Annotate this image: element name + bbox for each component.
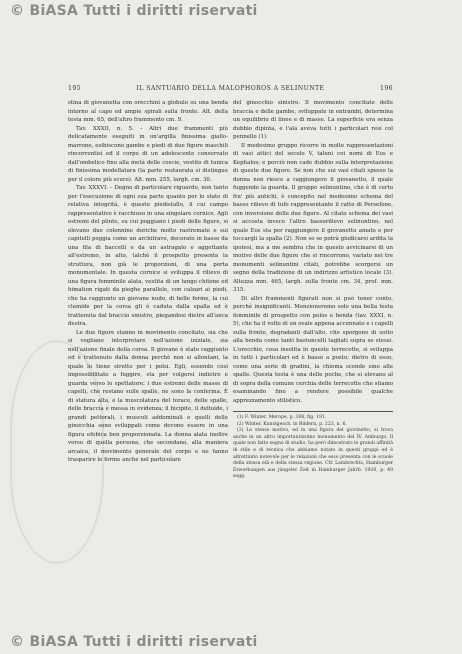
- watermark-bottom: [10, 634, 258, 650]
- paragraph: Tav. XXXII, n. 5. – Altri due frammenti più delicatamente eseguiti in un'argilla finissima giallo-marrone, esibiscono gambe e piedi di due figure maschili rincorrentisi ed il corpo di un adolescente conservato dall'ombelico fino alla metà delle coscie, vestito di tunica di finissima modellatura (la parte restaurata si distingue per il colore più scuro). Alt. mm. 255, largh. cm. 30.: [68, 125, 228, 183]
- running-header: [68, 85, 393, 97]
- footnote: (3) Lo stesso motivo, ed in una figura del giovinetto, si trova anche in un altro importantissimo monumento del IV. Amburgo. Il quale non fatto segno di studio, ha però dimostrato le grandi affinità di stile e di tecnica che abbiamo notato in questi gruppi ed è altrettanto notevole per le relazioni che esso presenta con le scuole della stessa età e della stessa regione. Cfr. Lambrechts, Hamburger Erwerbungen aus jüngster Zeit in Hamburger Jahrb. 1920, p. 49 segg.: [233, 428, 393, 480]
- paragraph: stina di giovanetta con orecchini a globulo su una benda intorno al capo ed ampie spirali sulla fronte. Alt. della testa mm. 65, dell'altro frammento cm. 9.: [68, 100, 228, 123]
- footnote: (1) F. Winter, Merope, p. 308, fig. 191.: [237, 415, 327, 420]
- watermark-top-text: © BiASA Tutti i diritti riservati: [10, 3, 258, 19]
- watermark-top: [10, 3, 258, 19]
- watermark-bottom-text: © BiASA Tutti i diritti riservati: [10, 634, 258, 650]
- paragraph: Di altri frammenti figurati non si può tener conto, perchè insignificanti. Menzioneremo solo una bella testa femminile di prospetto con polos e benda (tav. XXXI, n. 5), che ha il volto di un ovale appena accennato e i capelli sulla fronte, degradanti dall'alto, che sporgono di sotto alla benda come tanti bastoncelli tagliati sopra se stessi. L'orecchio, cosa insolita in queste terrecotte, si sviluppa in tutti i particolari ed è basso a posto; dietro di esso, come una serie di gradini, la chioma scende sino alle spalle. Questa testa è una delle poche, che si elevano al di sopra della comune cerchia delle terrecotte che stiamo esaminando fino a rendere possibile qualche apprezzamento stilistico.: [233, 295, 393, 404]
- paragraph: Tav. XXXVI. – Degno di particolare riguardo, non tanto per l'esecuzione di ogni sua parte quanto per lo stato di relativa integrità, è questo piedistallo, il cui campo rappresentativo è racchiuso in una singolare cornice. Agli estremi del plinto, su cui poggiano i piedi delle figure, si elevano due colonnine doriche molto rastremate e sui capitelli poggia come un architrave, decorato in basso da una fila di baccelli e da un astragalo e aggettante all'estremo, in alto, talchè il prospetto presenta la struttura, non già le proporzioni, di una porta monumentale. In questa cornice si sviluppa il rilievo di una figura femminile alata, vestita di un lungo chitone ed himation rigati da pieghe parallele, con calzari ai piedi, che ha raggiunto un giovane nudo, di belle forme, la cui clamide per la corsa gli è caduta dalla spalla ed è trattenuta dal braccio sinistro, piegandosi dietro all'anca destra.: [68, 185, 228, 327]
- footnote: (2) Winter, Kunstgesch. in Bildern, p. 223, n. 6.: [237, 421, 347, 427]
- footnotes: [233, 411, 393, 481]
- page-number-left: 195: [68, 85, 82, 92]
- right-column: [233, 99, 393, 481]
- paragraph: Il medesimo gruppo ricorre in molte rappresentazioni di vasi attici del secolo V, taluni coi nomi di Eos e Kephalos; e perciò non cade dubbio sulla interpretazione di queste due figure. Se non che sui vasi citati spesso la donna non riesce a raggiungere il giovanetto, il quale fuggendo la guarda. Il gruppo selinuntino, che è di certo fra' più antichi, è concepito nel medesimo schema del basso rilievo di tufo rappresentante il ratto di Persefone, con inversione delle due figure. Al citato schema dei vasi si accosta invece l'altro bassorilievo selinuntino, nel quale Eos sta per raggiungere il giovanetto amato e per toccargli la spalla (2). Non so se potrà giudicarsi ardita la ipotesi, ma a me sembra che in questo avvicinarsi di un motivo delle due figure che si rincorrono, variato nei tre monumenti selinuntini citati, potrebbe scorgersi un segno della tradizione di un indirizzo artistico locale (3). Altezza mm. 465, largh. sulla fronte cm. 34, prof. mm. 315.: [233, 142, 393, 293]
- paragraph: Le due figure stanno in movimento concitato, sia che si vogliano interpretare nell'azione iniziale, sia nell'azione finale della corsa. Il giovane è stato raggiunto ed è trattenuto dalla donna perchè non si allontani, la quale lo tiene stretto per i polsi. Egli, essendo così impossibilitato a fuggire, sta per volgersi indietro e guarda verso lo spettatore; i due estremi delle masse di capelli, che restano sulle spalle, ne sono la conferma. È di statura alta, e la muscolatura del torace, delle spalle, delle braccia è messa in evidenza; il bicipite, il deltoide, i grandi pettorali, i muscoli addominali e quelli delle ginocchia sono sviluppati come devono essere in una figura efebica ben proporzionata. La donna alata inoltre verso di quella persona, che secondano, alla maniera arcaica, il movimento generale del corpo e ne fanno trasparire le forme anche nel particolare: [68, 329, 228, 463]
- left-column: [68, 99, 228, 465]
- running-title: IL SANTUARIO DELLA MALOPHOROS A SELINUNTE: [136, 85, 325, 92]
- page-number-right: 196: [379, 85, 393, 92]
- paragraph: del ginocchio sinistro. Il movimento concitato delle braccia e delle gambe, sviluppate in entrambi, determina un equilibrio di linee e di masse. La superficie era senza dubbio dipinta, e l'ala aveva tutti i particolari resi col pennello (1).: [233, 100, 393, 140]
